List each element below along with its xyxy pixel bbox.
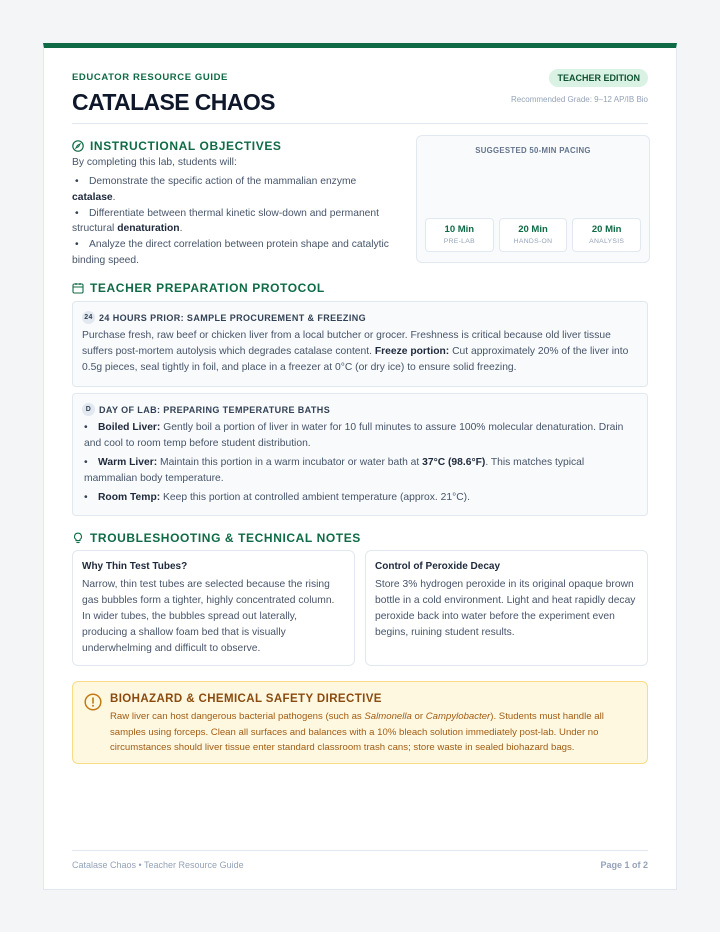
pacing-label: PRE-LAB	[443, 238, 475, 245]
grade-label: Recommended Grade: 9–12 AP/IB Bio	[511, 95, 648, 104]
step-chip: D	[82, 403, 95, 416]
prep-heading-text: TEACHER PREPARATION PROTOCOL	[90, 281, 325, 295]
step-title: DAY OF LAB: PREPARING TEMPERATURE BATHS	[99, 404, 331, 415]
pacing-value: 20 Min	[591, 224, 622, 235]
pacing-value: 20 Min	[518, 224, 548, 235]
footer-divider	[72, 850, 648, 851]
safety-callout	[72, 681, 648, 764]
step-chip: 24	[82, 311, 95, 324]
pacing-block	[499, 218, 568, 252]
calendar-icon	[72, 282, 84, 294]
objectives-list	[72, 174, 402, 269]
prep-heading	[72, 281, 325, 295]
objectives-intro: By completing this lab, students will:	[72, 157, 237, 168]
safety-text: Raw liver can host dangerous bacterial pathogens (such as Salmonella or Campylobacter). Students must handle all samples using forceps. Clean all surfaces and balances with a 10% bleach solution immediately post-lab. Under no circumstances should liver tissue enter standard classroom trash cans; store waste in sealed biohazard bags.	[110, 711, 604, 753]
note-title: Why Thin Test Tubes?	[82, 561, 188, 572]
pacing-label: HANDS-ON	[513, 238, 553, 245]
pacing-label: ANALYSIS	[589, 238, 625, 245]
note-text: Store 3% hydrogen peroxide in its original opaque brown bottle in a cold environment. Light and heat rapidly decay peroxide back into water before the experiment even begins, ruining student results.	[375, 579, 636, 638]
objectives-heading-text: INSTRUCTIONAL OBJECTIVES	[90, 139, 282, 153]
trouble-heading	[72, 531, 361, 545]
pacing-value: 10 Min	[444, 224, 475, 235]
note-card	[365, 550, 648, 666]
pacing-panel	[416, 135, 650, 263]
pacing-blocks	[425, 218, 641, 252]
pacing-block	[572, 218, 641, 252]
page	[43, 43, 677, 890]
list-item: • Demonstrate the specific action of the mammalian enzyme catalase.	[72, 176, 357, 203]
prep-step-day	[72, 393, 648, 516]
compass-icon	[72, 140, 84, 152]
list-item: • Analyze the direct correlation between protein shape and catalytic binding speed.	[72, 239, 389, 266]
list-item: • Differentiate between thermal kinetic slow-down and permanent structural denaturation.	[72, 207, 379, 234]
step-heading	[82, 311, 366, 324]
eyebrow-label: EDUCATOR RESOURCE GUIDE	[72, 72, 228, 83]
bath-list	[84, 420, 638, 509]
header-divider	[72, 123, 648, 124]
page-number: Page 1 of 2	[600, 860, 648, 870]
trouble-heading-text: TROUBLESHOOTING & TECHNICAL NOTES	[90, 531, 361, 545]
note-title: Control of Peroxide Decay	[375, 561, 501, 572]
prep-step-24h	[72, 301, 648, 387]
list-item: • Room Temp: Keep this portion at controlled ambient temperature (approx. 21°C).	[84, 492, 470, 503]
page-title: CATALASE CHAOS	[72, 89, 275, 115]
safety-title: BIOHAZARD & CHEMICAL SAFETY DIRECTIVE	[110, 693, 382, 705]
step-title: 24 HOURS PRIOR: SAMPLE PROCUREMENT & FREEZING	[99, 312, 367, 323]
page-content	[72, 48, 648, 889]
alert-circle-icon	[84, 693, 102, 711]
list-item: • Boiled Liver: Gently boil a portion of liver in water for 10 full minutes to assure 100% molecular denaturation. Drain and cool to room temp before student distribution.	[84, 422, 624, 449]
objectives-heading	[72, 139, 282, 153]
lightbulb-icon	[72, 532, 84, 544]
list-item: • Warm Liver: Maintain this portion in a warm incubator or water bath at 37°C (98.6°F). This matches typical mammalian body temperature.	[84, 457, 585, 484]
pacing-block	[425, 218, 494, 252]
pacing-title: SUGGESTED 50-MIN PACING	[475, 146, 591, 155]
step-heading	[82, 403, 330, 416]
step-text: Purchase fresh, raw beef or chicken liver from a local butcher or grocer. Freshness is critical because old liver tissue suffers post-mortem autolysis which degrades catalase content. Freeze portion: Cut approximately 20% of the liver into 0.5g pieces, seal tightly in foil, and place in a freezer at 0°C (or dry ice) to ensure solid freezing.	[82, 330, 629, 373]
footer-title: Catalase Chaos • Teacher Resource Guide	[72, 860, 244, 870]
note-card	[72, 550, 355, 666]
note-text: Narrow, thin test tubes are selected because the rising gas bubbles form a tighter, highly concentrated column. In wider tubes, the bubbles spread out laterally, producing a shallow foam bed that is visually underwhelming and difficult to observe.	[82, 579, 335, 654]
edition-badge: TEACHER EDITION	[549, 69, 648, 87]
